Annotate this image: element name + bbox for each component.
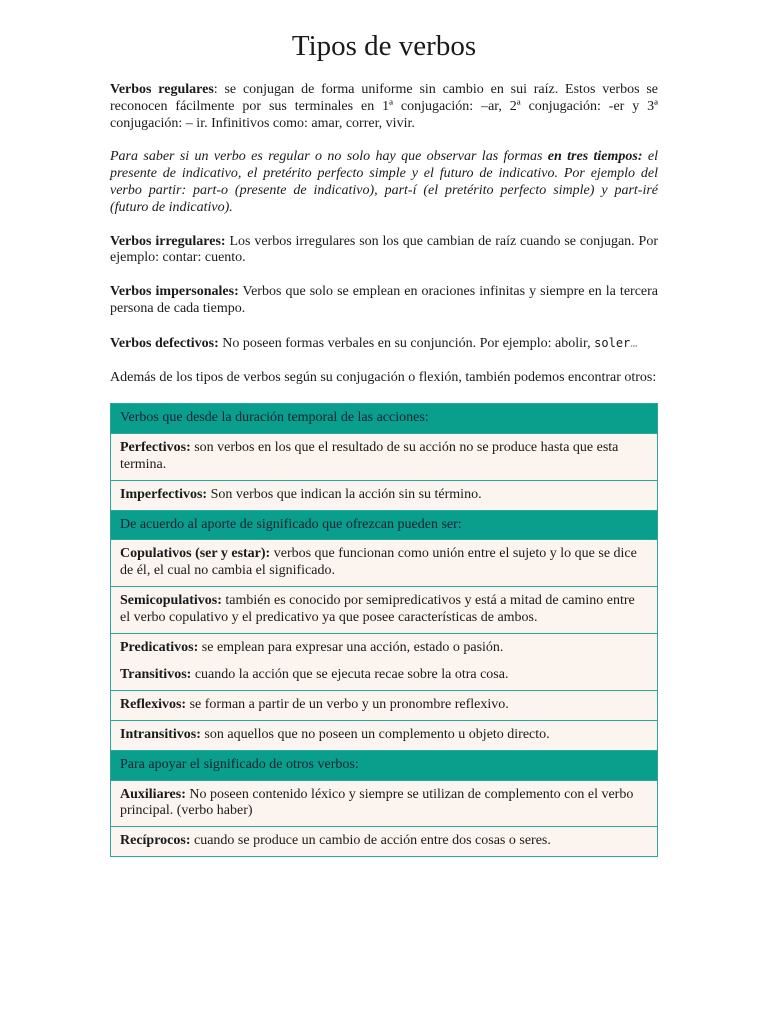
table-row (111, 658, 658, 690)
table-row (111, 633, 658, 658)
paragraph-impersonales (110, 284, 658, 318)
term-defectivos: Verbos defectivos: (110, 335, 219, 351)
cell-perfectivos (111, 434, 658, 481)
table-row (111, 691, 658, 721)
paragraph-ademas: Además de los tipos de verbos según su conjugación o flexión, también podemos encontrar otros: (110, 369, 657, 385)
term-imperfectivos: Imperfectivos: (120, 486, 208, 502)
italic-bold: en tres tiempos: (547, 149, 643, 165)
cell-predicativos (111, 633, 658, 658)
paragraph-italic-note (110, 149, 658, 216)
verb-types-table (110, 403, 658, 857)
table-row (111, 434, 658, 481)
term-predicativos: Predicativos: (120, 639, 199, 655)
text-impersonales: Verbos que solo se emplean en oraciones infinitas y siempre en la tercera persona de cada tiempo. (110, 284, 658, 316)
cell-transitivos (111, 658, 658, 690)
table-header-row (111, 750, 658, 780)
text-perfectivos: son verbos en los que el resultado de su acción no se produce hasta que esta termina. (120, 440, 619, 472)
text-defectivos: No poseen formas verbales en su conjunción. Por ejemplo: abolir, (218, 335, 595, 351)
term-copulativos: Copulativos (ser y estar): (120, 546, 271, 562)
table-row (111, 827, 658, 857)
table-row (111, 780, 658, 827)
cell-copulativos (111, 540, 658, 587)
term-intransitivos: Intransitivos: (120, 726, 201, 742)
paragraph-regulares (110, 82, 658, 132)
term-perfectivos: Perfectivos: (120, 440, 191, 456)
table-row (111, 720, 658, 750)
text-regulares: : se conjugan de forma uniforme sin cambio en sui raíz. Estos verbos se reconocen fácilmente por sus terminales en 1ª conjugación: –ar, 2ª conjugación: -er y 3ª conjugación: – ir. Infinitivos como: amar, correr, vivir. (110, 82, 658, 131)
term-regulares: Verbos regulares (110, 82, 214, 97)
header-significado: De acuerdo al aporte de significado que ofrezcan pueden ser: (111, 510, 658, 540)
term-semicopulativos: Semicopulativos: (120, 592, 222, 608)
mono-soler: soler (594, 335, 631, 350)
table-row (111, 586, 658, 633)
ellipsis: … (630, 335, 638, 350)
cell-reciprocos (111, 827, 658, 857)
italic-text-1: Para saber si un verbo es regular o no solo hay que observar las formas (110, 149, 548, 165)
cell-semicopulativos (111, 586, 658, 633)
term-auxiliares: Auxiliares: (120, 786, 186, 802)
text-reflexivos: se forman a partir de un verbo y un pronombre reflexivo. (186, 697, 509, 713)
table-row (111, 480, 658, 510)
table-row (111, 540, 658, 587)
cell-auxiliares (111, 780, 658, 827)
text-predicativos: se emplean para expresar una acción, estado o pasión. (198, 639, 504, 655)
italic-text-2: el presente de indicativo, el pretérito perfecto simple y el futuro de indicativo. Por ejemplo del verbo partir: part-o (presente de indicativo), part-í (el pretérito perfecto simple) y part-iré (futuro de indicativo). (110, 149, 658, 215)
term-irregulares: Verbos irregulares: (110, 233, 226, 249)
term-impersonales: Verbos impersonales: (110, 284, 239, 300)
text-irregulares: Los verbos irregulares son los que cambian de raíz cuando se conjugan. Por ejemplo: contar: cuento. (110, 233, 658, 266)
text-imperfectivos: Son verbos que indican la acción sin su término. (207, 486, 482, 502)
text-auxiliares: No poseen contenido léxico y siempre se utilizan de complemento con el verbo principal. (verbo haber) (120, 786, 634, 819)
cell-imperfectivos (111, 480, 658, 510)
cell-intransitivos (111, 720, 658, 750)
cell-reflexivos (111, 691, 658, 721)
text-reciprocos: cuando se produce un cambio de acción entre dos cosas o seres. (190, 833, 551, 849)
text-copulativos: verbos que funcionan como unión entre el sujeto y lo que se dice de él, el cual no cambia el significado. (120, 546, 637, 579)
page-title: Tipos de verbos (291, 30, 477, 62)
term-reciprocos: Recíprocos: (120, 833, 191, 849)
text-semicopulativos: también es conocido por semipredicativos y está a mitad de camino entre el verbo copulativo y el predicativo ya que posee características de ambos. (120, 592, 635, 625)
document-body (110, 82, 658, 857)
text-transitivos: cuando la acción que se ejecuta recae sobre la otra cosa. (191, 667, 509, 683)
header-apoyar: Para apoyar el significado de otros verbos: (111, 750, 658, 780)
term-transitivos: Transitivos: (120, 667, 192, 683)
term-reflexivos: Reflexivos: (120, 697, 187, 713)
header-duracion: Verbos que desde la duración temporal de las acciones: (111, 404, 658, 434)
paragraph-irregulares (110, 234, 658, 268)
table-header-row (111, 404, 658, 434)
text-intransitivos: son aquellos que no poseen un complemento u objeto directo. (200, 726, 550, 742)
table-header-row (111, 510, 658, 540)
paragraph-defectivos (110, 335, 658, 353)
